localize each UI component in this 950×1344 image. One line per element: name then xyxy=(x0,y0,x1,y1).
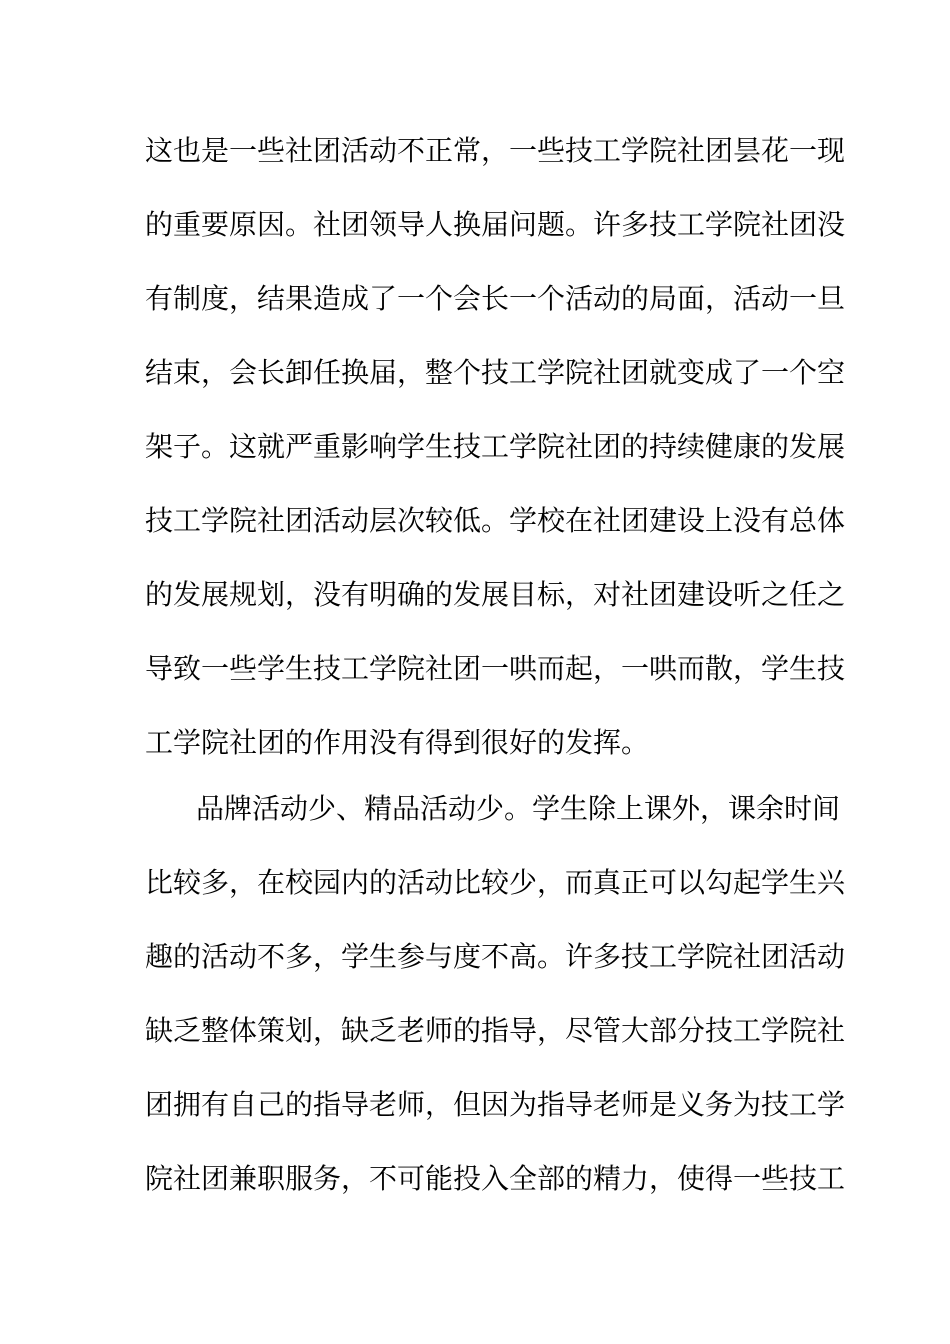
text-line: 品牌活动少、精品活动少。学生除上课外，课余时间 xyxy=(196,792,841,825)
text-line: 工学院社团的作用没有得到很好的发挥。 xyxy=(145,726,650,759)
text-line: 有制度，结果造成了一个会长一个活动的局面，活动一旦 xyxy=(145,282,846,315)
text-line: 导致一些学生技工学院社团一哄而起，一哄而散，学生技 xyxy=(145,652,846,685)
text-line: 的发展规划，没有明确的发展目标，对社团建设听之任之 xyxy=(145,578,846,611)
text-line: 技工学院社团活动层次较低。学校在社团建设上没有总体 xyxy=(145,504,846,537)
text-line: 的重要原因。社团领导人换届问题。许多技工学院社团没 xyxy=(145,208,846,241)
text-line: 趣的活动不多，学生参与度不高。许多技工学院社团活动 xyxy=(145,940,846,973)
text-line: 结束，会长卸任换届，整个技工学院社团就变成了一个空 xyxy=(145,356,846,389)
text-line: 架子。这就严重影响学生技工学院社团的持续健康的发展 xyxy=(145,430,846,463)
text-line: 这也是一些社团活动不正常，一些技工学院社团昙花一现 xyxy=(145,134,846,167)
text-line: 团拥有自己的指导老师，但因为指导老师是义务为技工学 xyxy=(145,1088,846,1121)
text-line: 缺乏整体策划，缺乏老师的指导，尽管大部分技工学院社 xyxy=(145,1014,846,1047)
text-line: 院社团兼职服务，不可能投入全部的精力，使得一些技工 xyxy=(145,1162,846,1195)
text-line: 比较多，在校园内的活动比较少，而真正可以勾起学生兴 xyxy=(145,866,846,899)
